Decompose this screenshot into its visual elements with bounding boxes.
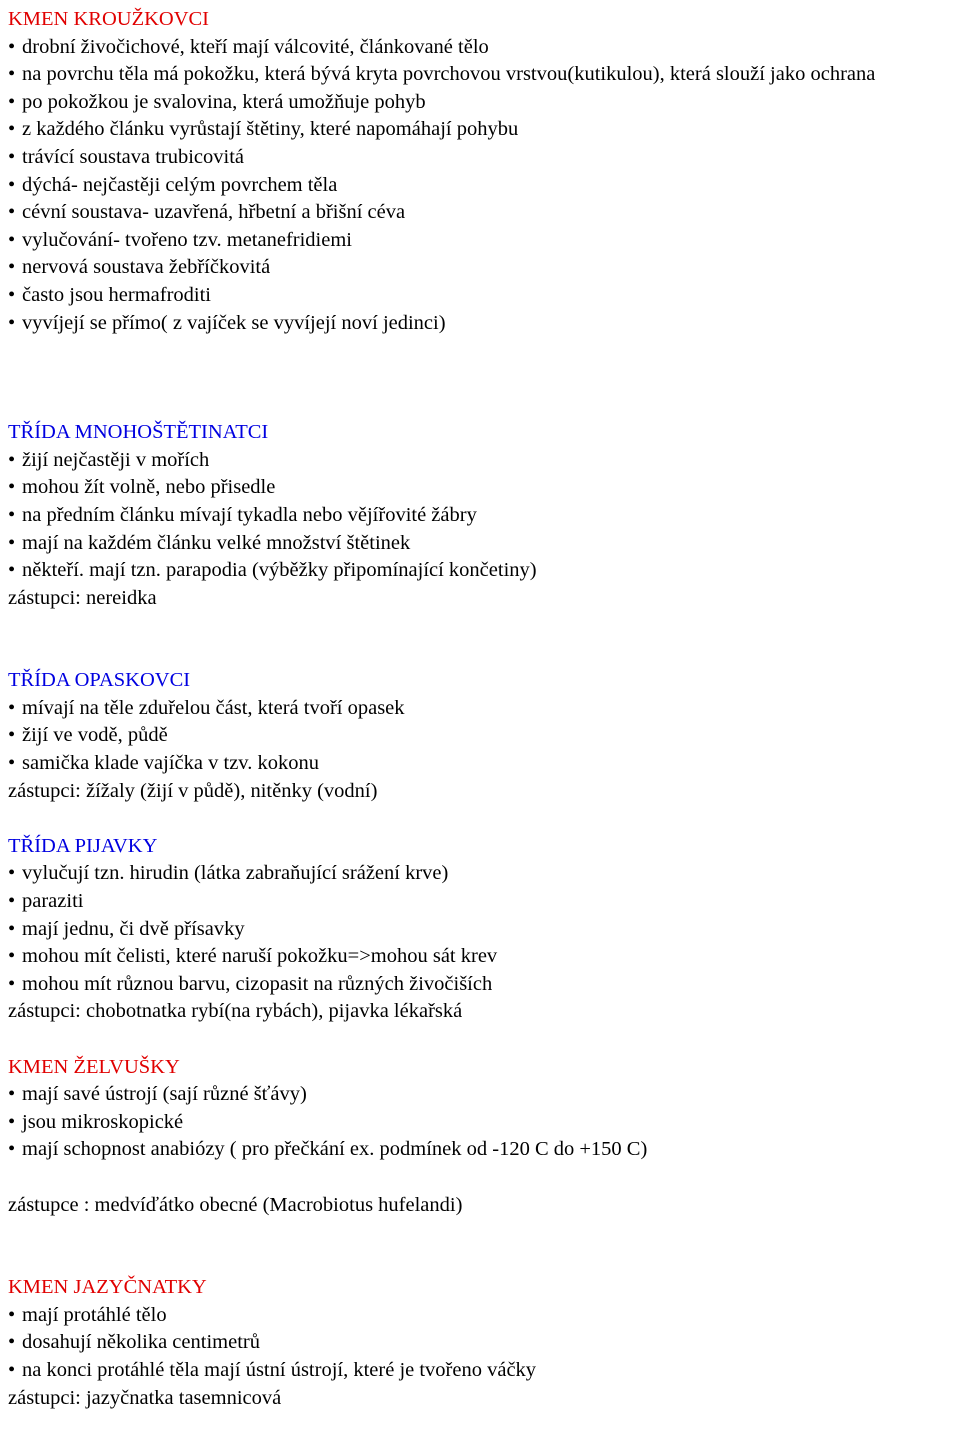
list-item: • na povrchu těla má pokožku, která bývá kryta povrchovou vrstvou(kutikulou), která slouží jako ochrana [8, 61, 953, 89]
section-kmen-zelvusky [8, 1054, 953, 1220]
list-item: • mívají na těle zduřelou část, která tvoří opasek [8, 695, 953, 723]
list-item: • mohou mít různou barvu, cizopasit na různých živočiších [8, 971, 953, 999]
list-item: • jsou mikroskopické [8, 1109, 953, 1137]
representatives: zástupci: jazyčnatka tasemnicová [8, 1386, 282, 1409]
list-item: • samička klade vajíčka v tzv. kokonu [8, 750, 953, 778]
section-trida-pijavky [8, 833, 953, 1026]
list-item: • žijí nejčastěji v mořích [8, 447, 953, 475]
list-item: • mají schopnost anabiózy ( pro přečkání ex. podmínek od -120 C do +150 C) [8, 1136, 953, 1164]
list-item: • mají jednu, či dvě přísavky [8, 916, 953, 944]
section-heading: KMEN ŽELVUŠKY [8, 1055, 180, 1078]
spacer [8, 1164, 953, 1192]
list-item: • nervová soustava žebříčkovitá [8, 254, 953, 282]
list-item: • cévní soustava- uzavřená, hřbetní a břišní céva [8, 199, 953, 227]
list-item: • žijí ve vodě, půdě [8, 722, 953, 750]
list-item: • z každého článku vyrůstají štětiny, které napomáhají pohybu [8, 116, 953, 144]
section-heading: TŘÍDA PIJAVKY [8, 834, 158, 857]
list-item: • mají savé ústrojí (sají různé šťávy) [8, 1081, 953, 1109]
list-item: • na předním článku mívají tykadla nebo vějířovité žábry [8, 502, 953, 530]
section-kmen-krouzkovci [8, 6, 953, 337]
list-item: • dýchá- nejčastěji celým povrchem těla [8, 172, 953, 200]
list-item: • trávící soustava trubicovitá [8, 144, 953, 172]
list-item: • paraziti [8, 888, 953, 916]
list-item: • někteří. mají tzn. parapodia (výběžky připomínající končetiny) [8, 557, 953, 585]
section-kmen-jazycnatky [8, 1274, 953, 1412]
list-item: • po pokožkou je svalovina, která umožňuje pohyb [8, 89, 953, 117]
spacer [8, 1219, 953, 1274]
spacer [8, 805, 953, 833]
representatives: zástupce : medvíďátko obecné (Macrobiotus hufelandi) [8, 1193, 463, 1216]
section-heading: KMEN JAZYČNATKY [8, 1276, 207, 1299]
spacer [8, 337, 953, 419]
list-item: • často jsou hermafroditi [8, 282, 953, 310]
list-item: • drobní živočichové, kteří mají válcovité, článkované tělo [8, 34, 953, 62]
list-item: • vyvíjejí se přímo( z vajíček se vyvíjejí noví jedinci) [8, 310, 953, 338]
section-trida-opaskovci [8, 667, 953, 805]
spacer [8, 612, 953, 667]
section-trida-mnohostetinatci [8, 419, 953, 612]
representatives: zástupci: žížaly (žijí v půdě), nitěnky (vodní) [8, 779, 378, 802]
spacer [8, 1026, 953, 1054]
list-item: • mohou mít čelisti, které naruší pokožku=>mohou sát krev [8, 943, 953, 971]
list-item: • na konci protáhlé těla mají ústní ústrojí, které je tvořeno váčky [8, 1357, 953, 1385]
list-item: • vylučují tzn. hirudin (látka zabraňující srážení krve) [8, 860, 953, 888]
representatives: zástupci: chobotnatka rybí(na rybách), pijavka lékařská [8, 1000, 463, 1023]
list-item: • mohou žít volně, nebo přisedle [8, 474, 953, 502]
section-heading: TŘÍDA OPASKOVCI [8, 669, 191, 692]
list-item: • dosahují několika centimetrů [8, 1329, 953, 1357]
representatives: zástupci: nereidka [8, 586, 157, 609]
document [8, 6, 953, 1412]
list-item: • vylučování- tvořeno tzv. metanefridiemi [8, 227, 953, 255]
section-heading: TŘÍDA MNOHOŠTĚTINATCI [8, 421, 269, 444]
section-heading: KMEN KROUŽKOVCI [8, 8, 210, 30]
list-item: • mají na každém článku velké množství štětinek [8, 530, 953, 558]
list-item: • mají protáhlé tělo [8, 1302, 953, 1330]
